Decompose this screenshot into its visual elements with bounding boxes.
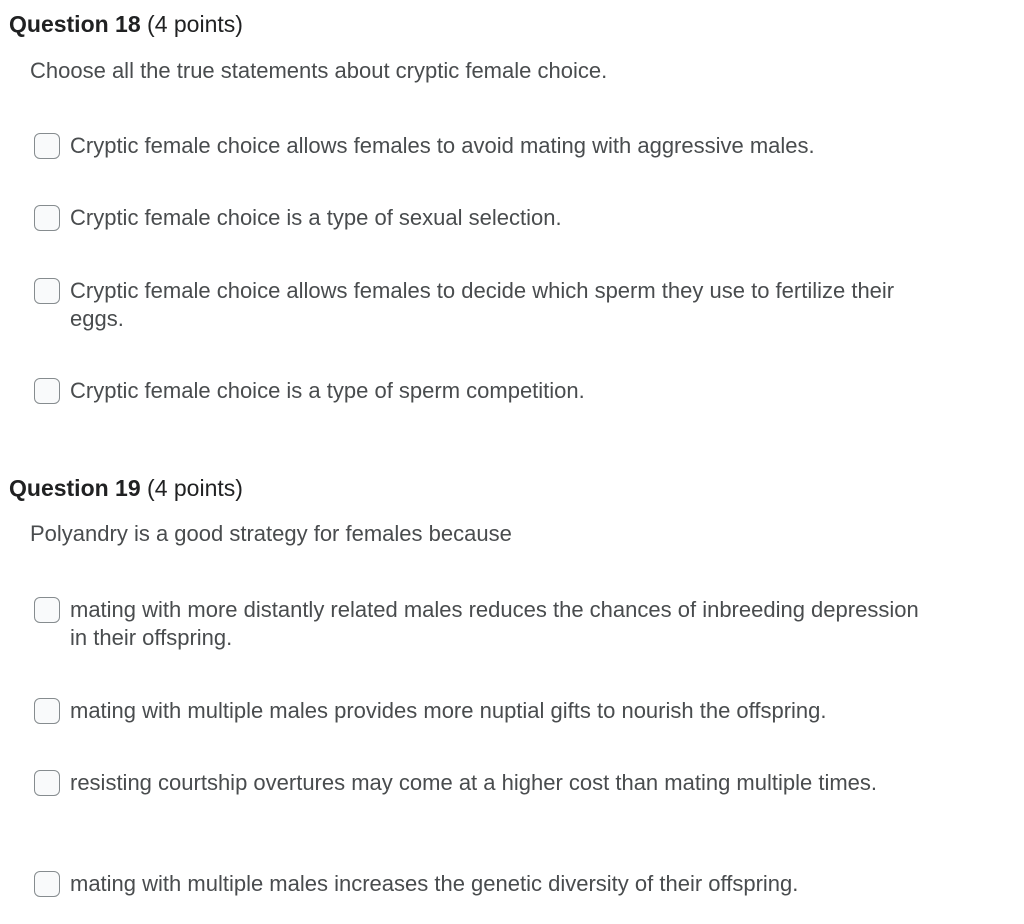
answer-checkbox[interactable]	[34, 133, 60, 159]
answer-option[interactable]	[34, 697, 934, 725]
answer-option[interactable]	[34, 377, 934, 405]
answer-checkbox[interactable]	[34, 205, 60, 231]
answer-checkbox[interactable]	[34, 871, 60, 897]
question-prompt: Choose all the true statements about cryptic female choice.	[30, 58, 608, 83]
question-number: Question 19	[9, 475, 141, 501]
answer-label[interactable]: Cryptic female choice allows females to avoid mating with aggressive males.	[70, 133, 815, 158]
answer-checkbox[interactable]	[34, 278, 60, 304]
answer-label[interactable]: mating with more distantly related males reduces the chances of inbreeding depression in their offspring.	[70, 597, 919, 650]
answer-option[interactable]	[34, 277, 934, 333]
answer-label[interactable]: Cryptic female choice allows females to decide which sperm they use to fertilize their eggs.	[70, 278, 895, 331]
answer-option[interactable]	[34, 870, 934, 898]
answer-checkbox[interactable]	[34, 698, 60, 724]
answer-checkbox[interactable]	[34, 597, 60, 623]
question-header	[9, 474, 243, 502]
answer-option[interactable]	[34, 204, 934, 232]
answer-label[interactable]: Cryptic female choice is a type of sperm competition.	[70, 378, 585, 403]
answer-option[interactable]	[34, 769, 934, 797]
answer-label[interactable]: resisting courtship overtures may come at a higher cost than mating multiple times.	[70, 770, 878, 795]
answer-option[interactable]	[34, 132, 934, 160]
question-prompt: Polyandry is a good strategy for females because	[30, 521, 512, 546]
answer-label[interactable]: mating with multiple males increases the genetic diversity of their offspring.	[70, 871, 799, 896]
answer-label[interactable]: Cryptic female choice is a type of sexual selection.	[70, 205, 562, 230]
answer-checkbox[interactable]	[34, 378, 60, 404]
answer-label[interactable]: mating with multiple males provides more nuptial gifts to nourish the offspring.	[70, 698, 827, 723]
question-header	[9, 10, 243, 38]
answer-option[interactable]	[34, 596, 934, 652]
question-points: (4 points)	[147, 11, 243, 37]
answer-checkbox[interactable]	[34, 770, 60, 796]
question-number: Question 18	[9, 11, 141, 37]
question-points: (4 points)	[147, 475, 243, 501]
